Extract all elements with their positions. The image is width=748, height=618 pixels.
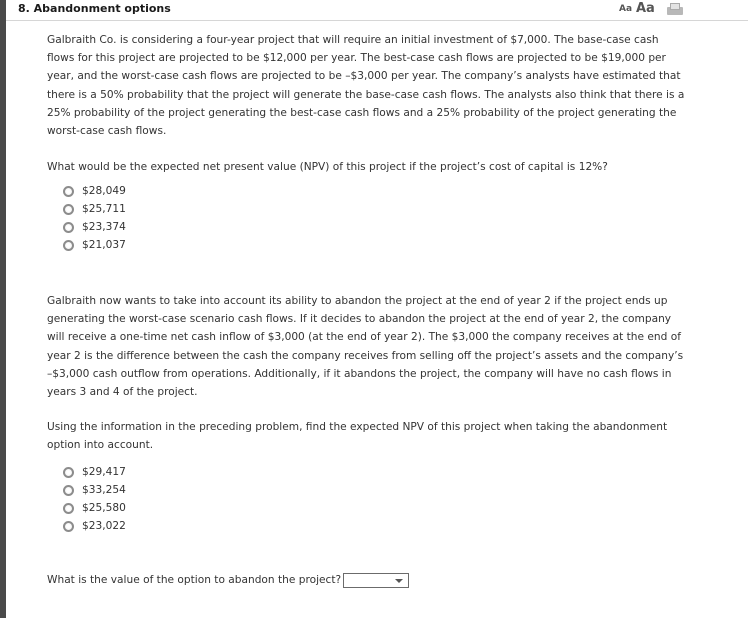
radio-button-icon[interactable]: [63, 240, 74, 251]
npv-options-group: [63, 182, 126, 254]
abandonment-npv-options-group: [63, 463, 126, 535]
print-icon[interactable]: [667, 3, 683, 15]
option-label: $25,711: [82, 203, 126, 215]
option-value-prompt: What is the value of the option to abandon the project?: [47, 574, 342, 586]
npv-option[interactable]: [63, 218, 126, 236]
question-header: [6, 0, 748, 21]
radio-button-icon[interactable]: [63, 467, 74, 478]
abandonment-npv-prompt: Using the information in the preceding problem, find the expected NPV of this project when taking the abandonment option into account.: [47, 421, 668, 452]
radio-button-icon[interactable]: [63, 186, 74, 197]
radio-button-icon[interactable]: [63, 485, 74, 496]
abandonment-option[interactable]: [63, 481, 126, 499]
option-label: $28,049: [82, 185, 126, 197]
radio-button-icon[interactable]: [63, 521, 74, 532]
npv-question-prompt: What would be the expected net present value (NPV) of this project if the project’s cost of capital is 12%?: [47, 161, 608, 173]
increase-font-button[interactable]: Aa: [636, 1, 655, 16]
option-label: $29,417: [82, 466, 126, 478]
abandonment-paragraph: Galbraith now wants to take into account its ability to abandon the project at the end of year 2 if the project ends up generating the worst-case scenario cash flows. If it decides to abandon the project at the end of year 2, the company will receive a one-time net cash inflow of $3,000 (at the end of year 2). The $3,000 the company receives at the end of year 2 is the difference between the cash the company receives from selling off the project’s assets and the company’s –$3,000 cash outflow from operations. Additionally, if it abandons the project, the company will have no cash flows in years 3 and 4 of the project.: [47, 295, 684, 399]
npv-option[interactable]: [63, 236, 126, 254]
radio-button-icon[interactable]: [63, 204, 74, 215]
npv-option[interactable]: [63, 182, 126, 200]
left-border-bar: [0, 0, 6, 618]
option-label: $21,037: [82, 239, 126, 251]
decrease-font-button[interactable]: Aa: [619, 4, 633, 14]
option-label: $33,254: [82, 484, 126, 496]
option-value-question: [47, 569, 409, 591]
abandonment-option[interactable]: [63, 499, 126, 517]
option-label: $23,374: [82, 221, 126, 233]
abandonment-option[interactable]: [63, 517, 126, 535]
abandonment-option[interactable]: [63, 463, 126, 481]
radio-button-icon[interactable]: [63, 503, 74, 514]
option-value-dropdown[interactable]: [343, 573, 409, 588]
npv-option[interactable]: [63, 200, 126, 218]
chevron-down-icon: [395, 579, 403, 583]
scenario-paragraph: Galbraith Co. is considering a four-year project that will require an initial investment of $7,000. The base-case cash flows for this project are projected to be $12,000 per year. The best-case cash flows are projected to be $19,000 per year, and the worst-case cash flows are projected to be –$3,000 per year. The company’s analysts have estimated that there is a 50% probability that the project will generate the base-case cash flows. The analysts also think that there is a 25% probability of the project generating the best-case cash flows and a 25% probability of the project generating the worst-case cash flows.: [47, 34, 685, 138]
option-label: $25,580: [82, 502, 126, 514]
question-title: 8. Abandonment options: [18, 2, 171, 15]
radio-button-icon[interactable]: [63, 222, 74, 233]
option-label: $23,022: [82, 520, 126, 532]
